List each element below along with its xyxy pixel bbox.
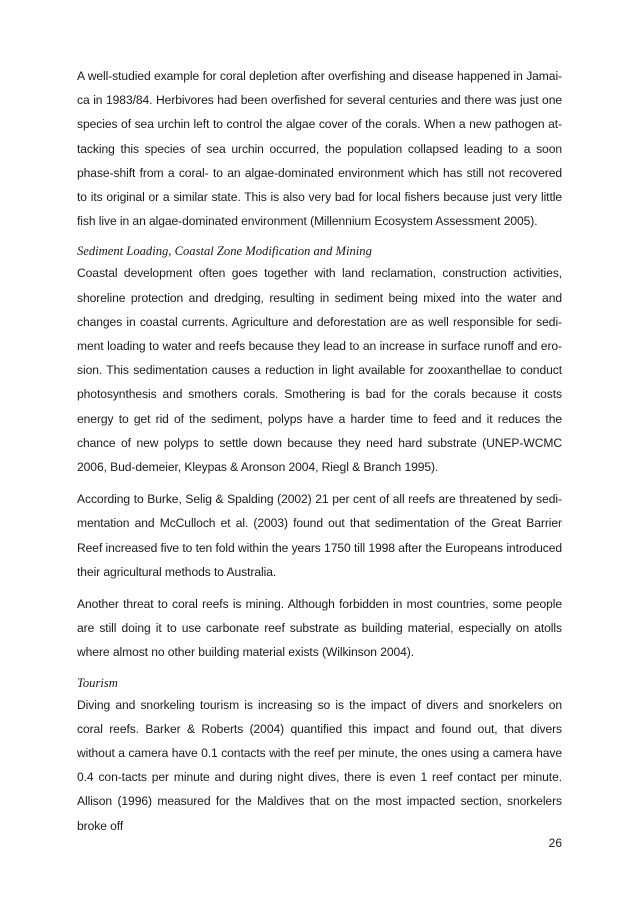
page-number: 26	[548, 836, 562, 850]
paragraph-diving-tourism: Diving and snorkeling tourism is increasing so is the impact of divers and snorkelers on coral reefs. Barker & Roberts (2004) quantified this impact and found out, that divers without a camera have 0.1 contacts with the reef per minute, the ones using a camera have 0.4 con-tacts per minute and during night dives, there is even 1 reef contact per minute. Allison (1996) measured for the Maldives that on the most impacted section, snorkelers broke off	[77, 697, 562, 833]
section-heading-tourism: Tourism	[77, 675, 118, 690]
section-heading-sediment: Sediment Loading, Coastal Zone Modification and Mining	[77, 244, 372, 259]
paragraph-coral-depletion-jamaica: A well-studied example for coral depletion after overfishing and disease happened in Jamai-ca in 1983/84. Herbivores had been overfished for several centuries and there was just one species of sea urchin left to control the algae cover of the corals. When a new pathogen at-tacking this species of sea urchin occurred, the population collapsed leading to a soon phase-shift from a coral- to an algae-dominated environment which has still not recovered to its original or a similar state. This is also very bad for local fishers because just very little fish live in an algae-dominated environment (Millennium Ecosystem Assessment 2005).	[77, 69, 562, 229]
paragraph-mining: Another threat to coral reefs is mining. Although forbidden in most countries, some people are still doing it to use carbonate reef substrate as building material, especially on atolls where almost no other building material exists (Wilkinson 2004).	[77, 597, 562, 660]
document-page	[77, 64, 562, 846]
paragraph-sedimentation-statistics: According to Burke, Selig & Spalding (2002) 21 per cent of all reefs are threatened by sedi-mentation and McCulloch et al. (2003) found out that sedimentation of the Great Barrier Reef increased five to ten fold within the years 1750 till 1998 after the Europeans introduced their agricultural methods to Australia.	[77, 492, 562, 579]
paragraph-coastal-development: Coastal development often goes together with land reclamation, construction activities, shoreline protection and dredging, resulting in sediment being mixed into the water and changes in coastal currents. Agriculture and deforestation are as well responsible for sedi-ment loading to water and reefs because they lead to an increase in surface runoff and ero-sion. This sedimentation causes a reduction in light available for zooxanthellae to conduct photosynthesis and smothers corals. Smothering is bad for the corals because it costs energy to get rid of the sediment, polyps have a harder time to feed and it reduces the chance of new polyps to settle down because they need hard substrate (UNEP-WCMC 2006, Bud-demeier, Kleypas & Aronson 2004, Riegl & Branch 1995).	[77, 266, 562, 475]
